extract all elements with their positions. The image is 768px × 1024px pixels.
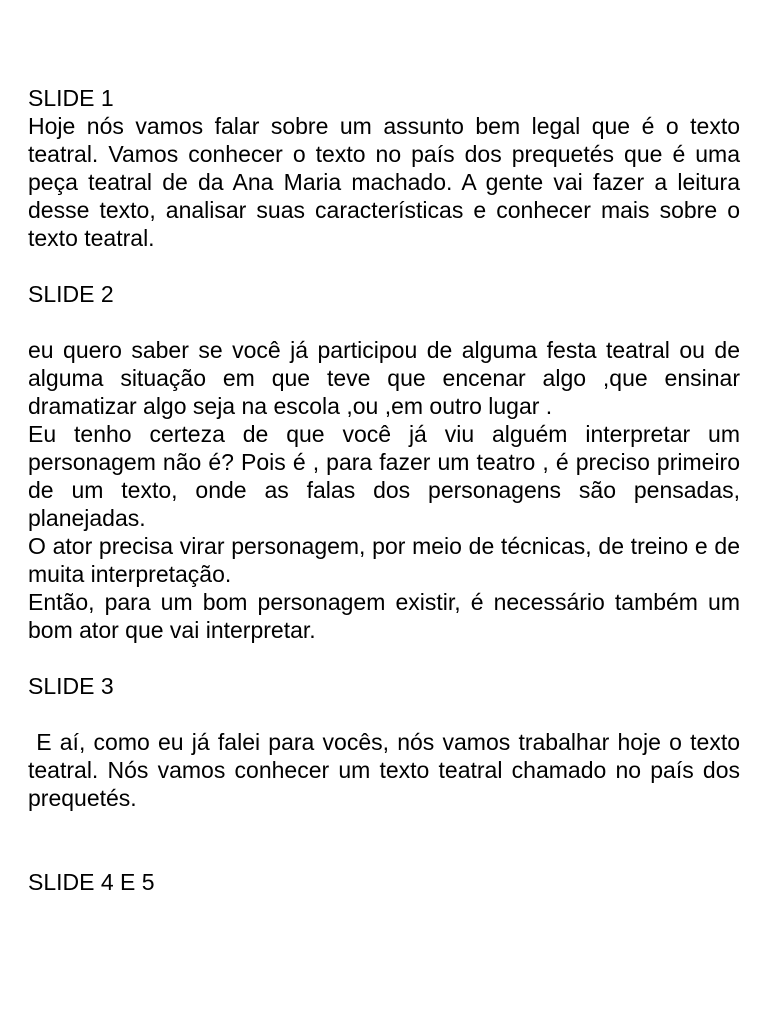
slide-3-heading: SLIDE 3 [28, 673, 114, 699]
slide-2-paragraph-2: Eu tenho certeza de que você já viu alguém interpretar um personagem não é? Pois é , para fazer um teatro , é preciso primeiro de um texto, onde as falas dos personagens são pensadas, planejadas. [28, 421, 740, 531]
slide-1-paragraph: Hoje nós vamos falar sobre um assunto bem legal que é o texto teatral. Vamos conhecer o texto no país dos prequetés que é uma peça teatral de da Ana Maria machado. A gente vai fazer a leitura desse texto, analisar suas características e conhecer mais sobre o texto teatral. [28, 113, 740, 251]
slide-4-5-section [28, 868, 740, 896]
blank-lines [28, 812, 740, 868]
slide-1-heading: SLIDE 1 [28, 85, 114, 111]
slide-2-paragraph-1: eu quero saber se você já participou de alguma festa teatral ou de alguma situação em que teve que encenar algo ,que ensinar dramatizar algo seja na escola ,ou ,em outro lugar . [28, 337, 740, 419]
slide-4-5-heading: SLIDE 4 E 5 [28, 869, 155, 895]
blank-line [28, 252, 740, 280]
slide-2-paragraph-3: O ator precisa virar personagem, por meio de técnicas, de treino e de muita interpretação. [28, 533, 740, 587]
slide-3-paragraph: E aí, como eu já falei para vocês, nós vamos trabalhar hoje o texto teatral. Nós vamos conhecer um texto teatral chamado no país dos prequetés. [28, 729, 747, 811]
blank-line [28, 700, 740, 728]
slide-1-section [28, 84, 740, 252]
slide-2-section [28, 280, 740, 644]
blank-line [28, 644, 740, 672]
slide-2-paragraph-4: Então, para um bom personagem existir, é necessário também um bom ator que vai interpretar. [28, 589, 740, 643]
document-page [28, 84, 747, 896]
blank-line [28, 308, 740, 336]
slide-2-heading: SLIDE 2 [28, 281, 114, 307]
slide-3-section [28, 672, 747, 812]
